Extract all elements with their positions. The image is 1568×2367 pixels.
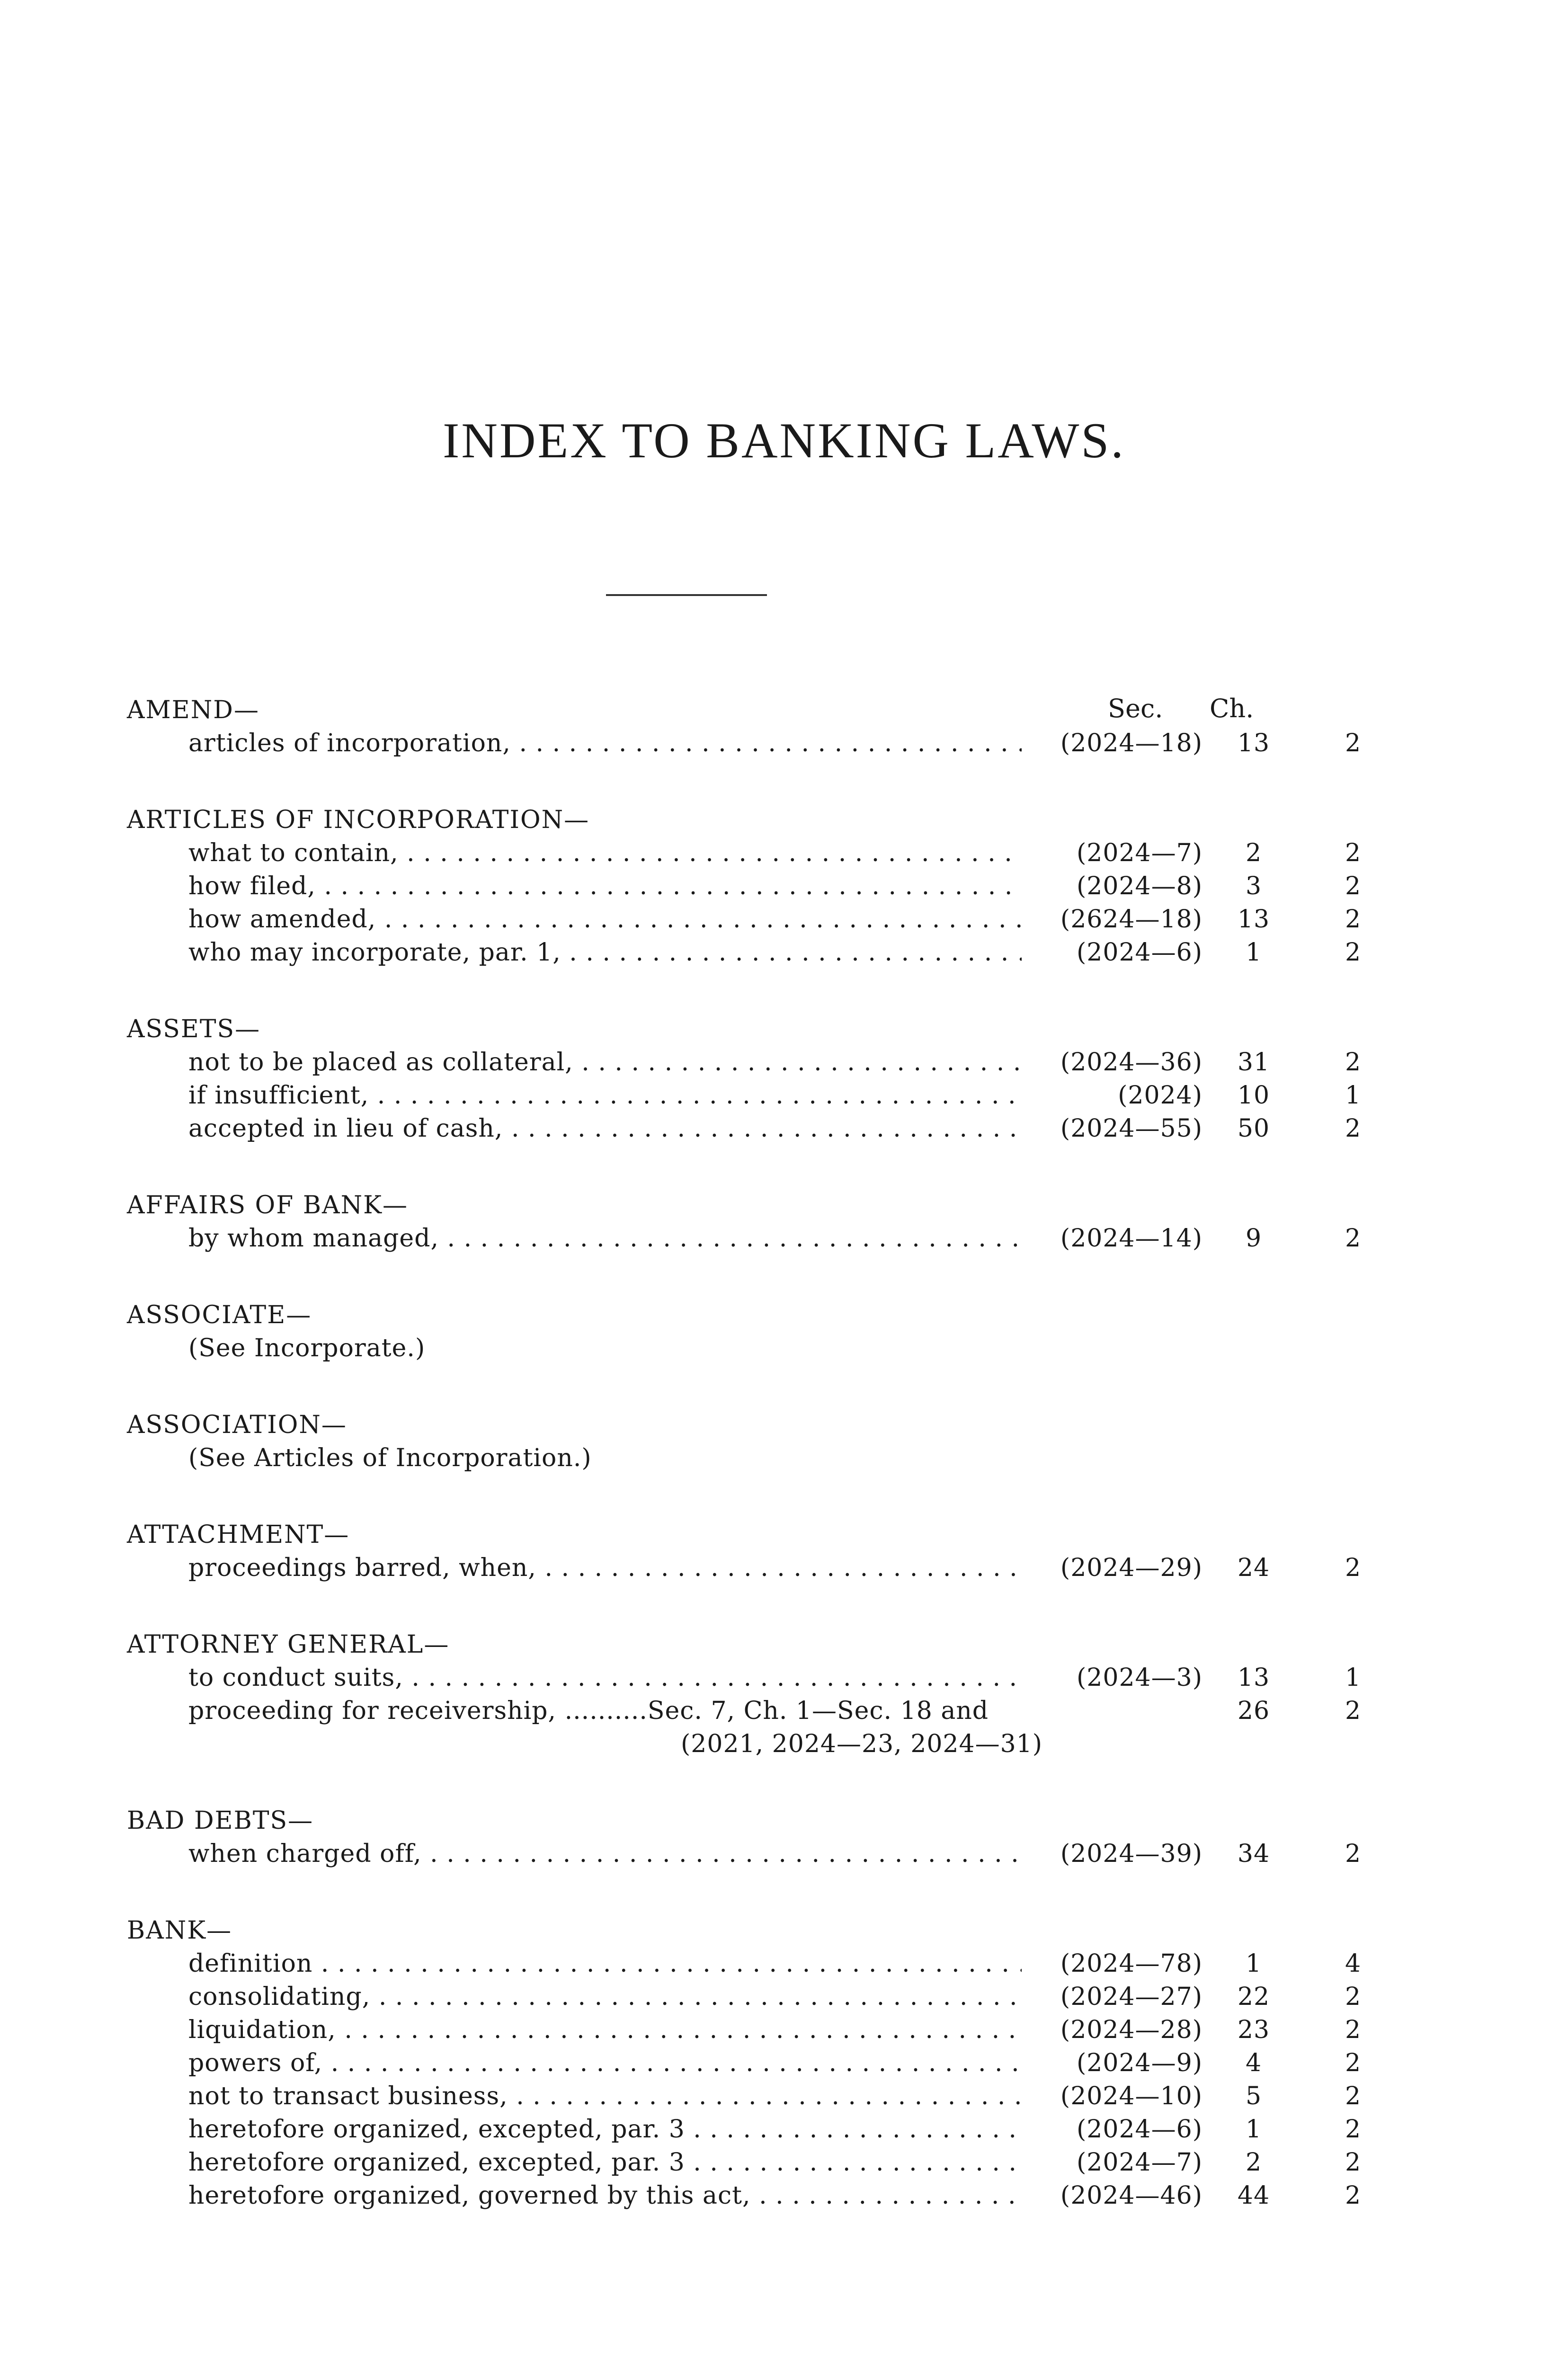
row-text: liquidation, . . . [188, 2013, 1197, 2047]
row-section: 1 [1245, 2115, 1262, 2144]
row-section: 13 [1237, 729, 1270, 757]
entry-heading: BAD DEBTS— [127, 1806, 314, 1835]
row-section: 50 [1237, 1114, 1270, 1143]
index-list [127, 694, 1362, 2256]
row-section: 31 [1237, 1048, 1270, 1077]
row-chapter: 2 [1345, 1554, 1362, 1582]
row-chapter: 2 [1345, 729, 1362, 757]
row-chapter: 4 [1345, 1949, 1362, 1978]
index-row [127, 1079, 1362, 1112]
row-section: 2 [1245, 2148, 1262, 2177]
row-text: consolidating, . . . [188, 1980, 1197, 2013]
row-chapter: 2 [1345, 839, 1362, 867]
row-chapter: 2 [1345, 1983, 1362, 2011]
row-section: 3 [1245, 872, 1262, 900]
row-reference: (2024—28) [1022, 2013, 1203, 2047]
index-entry [127, 1518, 1362, 1584]
entry-heading: ATTACHMENT— [127, 1521, 350, 1549]
row-text: (See Incorporate.) [188, 1334, 426, 1362]
row-chapter: 2 [1345, 1224, 1362, 1253]
row-reference: (2024—10) [1022, 2080, 1203, 2113]
row-chapter: 2 [1345, 938, 1362, 967]
row-reference: (2024—78) [1022, 1947, 1203, 1980]
row-reference: (2024—27) [1022, 1980, 1203, 2013]
row-reference: (2024—6) [1022, 936, 1203, 969]
row-text: powers of, . . . [188, 2047, 1197, 2080]
row-section: 13 [1237, 905, 1270, 934]
row-chapter: 2 [1345, 872, 1362, 900]
index-row [127, 836, 1362, 870]
row-text: heretofore organized, governed by this act, . . . [188, 2179, 1197, 2212]
row-chapter: 2 [1345, 2181, 1362, 2210]
row-reference: (2024—29) [1022, 1551, 1203, 1584]
index-row [127, 1046, 1362, 1079]
row-section: 4 [1245, 2049, 1262, 2077]
index-row [127, 2080, 1362, 2113]
row-section: 2 [1245, 839, 1262, 867]
row-chapter: 2 [1345, 2082, 1362, 2110]
index-row [127, 2146, 1362, 2179]
index-entry [127, 1914, 1362, 2212]
row-text: what to contain, . . . [188, 836, 1197, 870]
entry-heading: ARTICLES OF INCORPORATION— [127, 806, 590, 834]
index-row [127, 1551, 1362, 1584]
title-rule [606, 594, 767, 596]
index-row [127, 1661, 1362, 1694]
row-text: how amended, . . . [188, 903, 1197, 936]
row-reference: (2024—36) [1022, 1046, 1203, 1079]
row-reference: (2624—18) [1022, 903, 1203, 936]
row-section: 23 [1237, 2016, 1270, 2044]
row-text: heretofore organized, excepted, par. 3 . . . [188, 2146, 1197, 2179]
row-chapter: 2 [1345, 2016, 1362, 2044]
row-reference: (2024—7) [1022, 2146, 1203, 2179]
index-row [127, 936, 1362, 969]
row-chapter: 2 [1345, 2049, 1362, 2077]
row-text: how filed, . . . [188, 870, 1197, 903]
row-section: 26 [1237, 1697, 1270, 1725]
row-text: by whom managed, . . . [188, 1222, 1197, 1255]
entry-heading: BANK— [127, 1916, 232, 1945]
row-section: 22 [1237, 1983, 1270, 2011]
row-text: definition . . . [188, 1947, 1197, 1980]
row-text: proceeding for receivership, ..........Sec. 7, Ch. 1—Sec. 18 and [188, 1697, 989, 1725]
row-chapter: 2 [1345, 1114, 1362, 1143]
row-reference: (2024—8) [1022, 870, 1203, 903]
row-reference: (2024—18) [1022, 727, 1203, 760]
page-title: INDEX TO BANKING LAWS. [443, 413, 1125, 468]
index-row [127, 903, 1362, 936]
row-chapter: 2 [1345, 2115, 1362, 2144]
row-section: 10 [1237, 1081, 1270, 1110]
index-row [127, 2179, 1362, 2212]
row-chapter: 1 [1345, 1664, 1362, 1692]
row-text: when charged off, . . . [188, 1837, 1197, 1870]
row-text: (2021, 2024—23, 2024—31) [681, 1730, 1043, 1758]
index-row [127, 727, 1362, 760]
row-section: 13 [1237, 1664, 1270, 1692]
row-text: not to transact business, . . . [188, 2080, 1197, 2113]
row-section: 34 [1237, 1840, 1270, 1868]
index-entry [127, 1189, 1362, 1255]
index-row [127, 1694, 1362, 1727]
row-chapter: 2 [1345, 2148, 1362, 2177]
row-reference: (2024—46) [1022, 2179, 1203, 2212]
index-row [127, 1947, 1362, 1980]
ch-column-header: Ch. [1210, 694, 1254, 723]
index-row [127, 1980, 1362, 2013]
row-text: not to be placed as collateral, . . . [188, 1046, 1197, 1079]
entry-heading: ASSOCIATE— [127, 1301, 312, 1329]
row-section: 5 [1245, 2082, 1262, 2110]
index-row [127, 2113, 1362, 2146]
index-entry [127, 694, 1362, 760]
index-entry [127, 1013, 1362, 1145]
index-row [127, 2047, 1362, 2080]
row-reference: (2024—9) [1022, 2047, 1203, 2080]
row-section: 1 [1245, 1949, 1262, 1978]
index-row [127, 1332, 1282, 1365]
row-reference: (2024—55) [1022, 1112, 1203, 1145]
row-reference: (2024—14) [1022, 1222, 1203, 1255]
row-chapter: 2 [1345, 1048, 1362, 1077]
index-entry [127, 1408, 1282, 1475]
index-row [127, 1112, 1362, 1145]
index-row [127, 1727, 1282, 1761]
row-reference: (2024) [1022, 1079, 1203, 1112]
row-section: 24 [1237, 1554, 1270, 1582]
row-text: if insufficient, . . . [188, 1079, 1197, 1112]
index-entry [127, 1628, 1362, 1761]
row-section: 44 [1237, 2181, 1270, 2210]
index-entry [127, 1299, 1282, 1365]
entry-heading: AFFAIRS OF BANK— [127, 1191, 408, 1219]
row-section: 9 [1245, 1224, 1262, 1253]
entry-heading: ATTORNEY GENERAL— [127, 1630, 450, 1659]
entry-heading: AMEND— [127, 696, 259, 724]
index-row [127, 1222, 1362, 1255]
row-text: articles of incorporation, . . . [188, 727, 1197, 760]
row-reference: (2024—3) [1022, 1661, 1203, 1694]
entry-heading: ASSOCIATION— [127, 1411, 347, 1439]
row-reference: (2024—39) [1022, 1837, 1203, 1870]
row-text: heretofore organized, excepted, par. 3 . . . [188, 2113, 1197, 2146]
entry-heading: ASSETS— [127, 1015, 261, 1043]
row-text: (See Articles of Incorporation.) [188, 1444, 592, 1472]
row-text: to conduct suits, . . . [188, 1661, 1197, 1694]
sec-column-header: Sec. [1108, 694, 1163, 723]
index-row [127, 1837, 1362, 1870]
row-reference: (2024—6) [1022, 2113, 1203, 2146]
index-row [127, 870, 1362, 903]
row-chapter: 2 [1345, 1697, 1362, 1725]
row-section: 1 [1245, 938, 1262, 967]
index-row [127, 1442, 1282, 1475]
row-text: proceedings barred, when, . . . [188, 1551, 1197, 1584]
row-text: who may incorporate, par. 1, . . . [188, 936, 1197, 969]
index-entry [127, 803, 1362, 969]
row-text: accepted in lieu of cash, . . . [188, 1112, 1197, 1145]
index-entry [127, 1804, 1362, 1870]
row-reference: (2024—7) [1022, 836, 1203, 870]
row-chapter: 2 [1345, 905, 1362, 934]
index-row [127, 2013, 1362, 2047]
row-chapter: 1 [1345, 1081, 1362, 1110]
row-chapter: 2 [1345, 1840, 1362, 1868]
